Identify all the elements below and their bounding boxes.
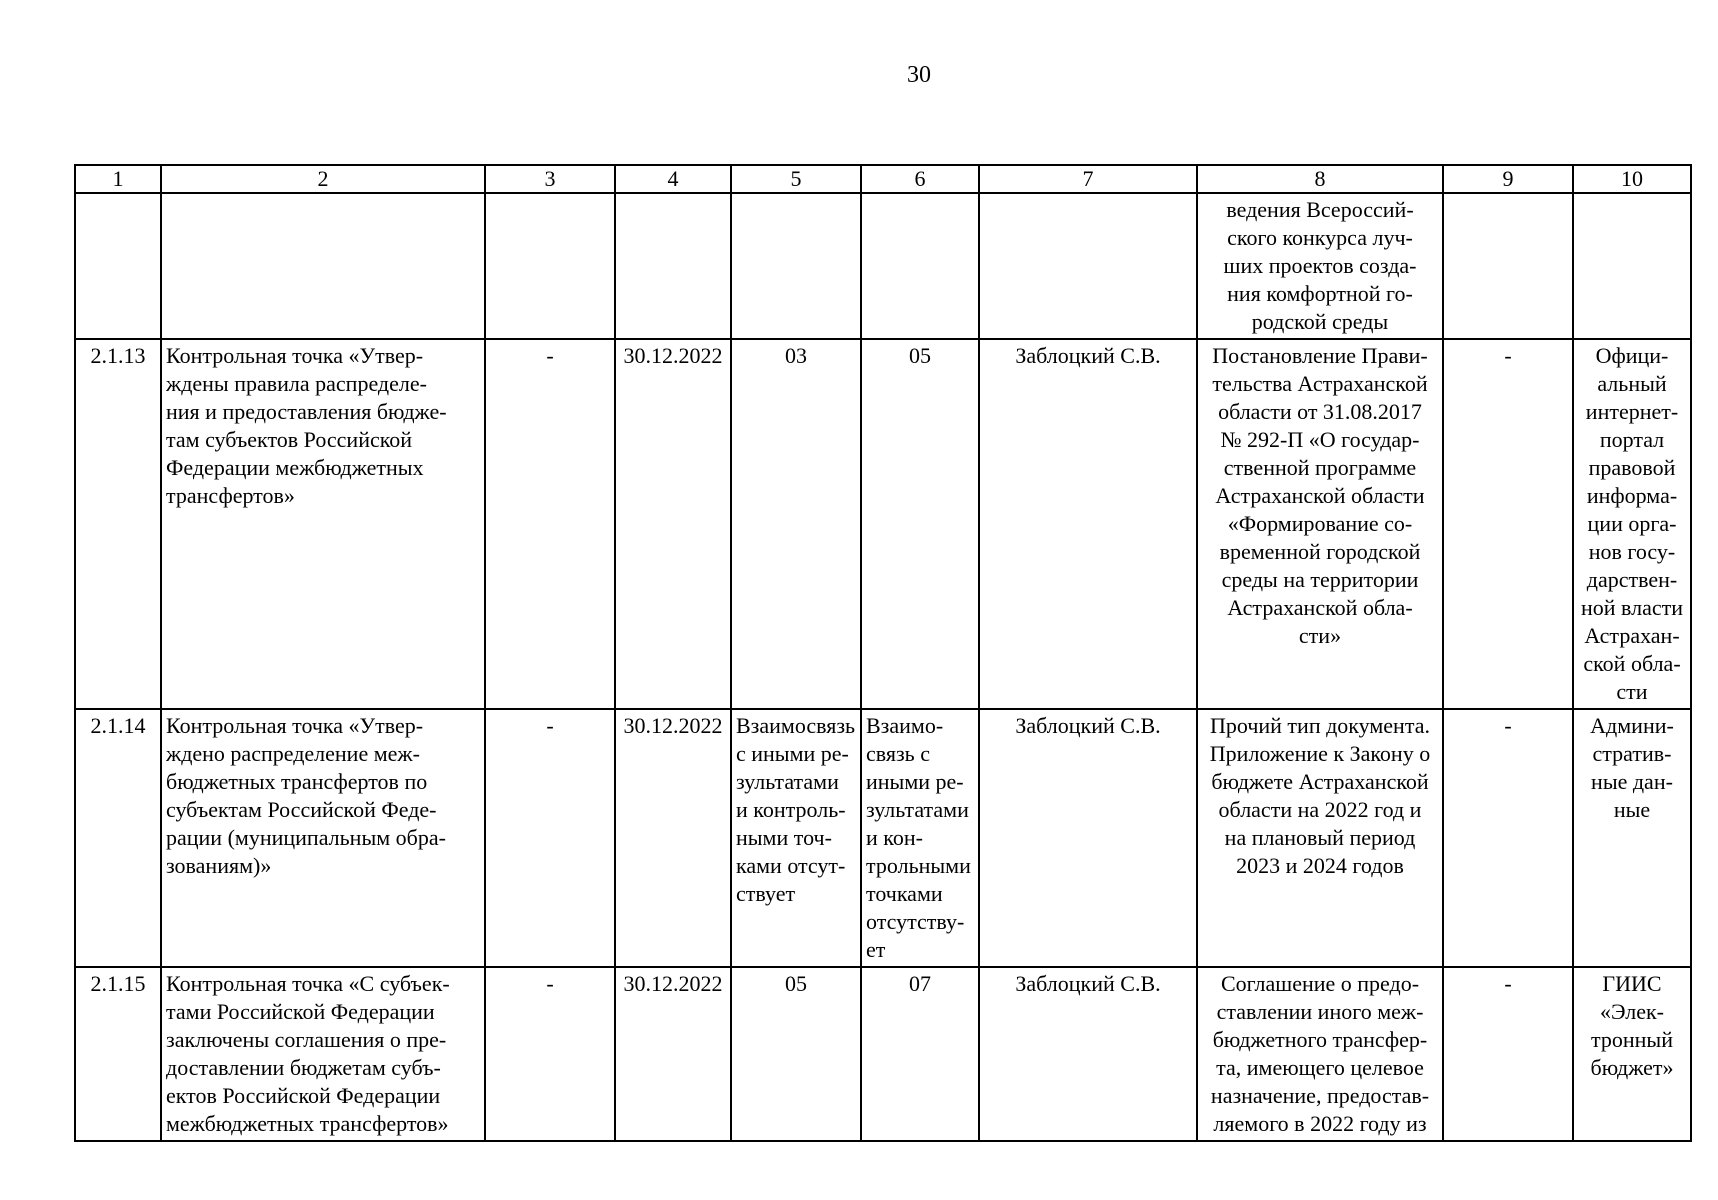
- col-header-5: 5: [731, 165, 861, 193]
- cell-name: Контрольная точка «Утвер- ждено распределение меж- бюджетных трансфертов по субъектам Российской Феде- рации (муниципальным обра- зованиям)»: [161, 709, 485, 967]
- cell-col9: -: [1443, 967, 1573, 1141]
- cell-source: Офици- альный интернет- портал правовой информа- ции орга- нов госу- дарствен- ной власти Астрахан- ской обла- сти: [1573, 339, 1691, 709]
- table-row: [75, 709, 1691, 967]
- cell-date: 30.12.2022: [615, 339, 731, 709]
- cell-responsible: Заблоцкий С.В.: [979, 709, 1197, 967]
- cell: [861, 193, 979, 339]
- col-header-7: 7: [979, 165, 1197, 193]
- cell: [161, 193, 485, 339]
- col-header-10: 10: [1573, 165, 1691, 193]
- col-header-2: 2: [161, 165, 485, 193]
- cell-col6: 05: [861, 339, 979, 709]
- col-header-6: 6: [861, 165, 979, 193]
- cell-document-continuation: ведения Всероссий- ского конкурса луч- ших проектов созда- ния комфортной го- родской среды: [1197, 193, 1443, 339]
- cell-col3: -: [485, 967, 615, 1141]
- col-header-3: 3: [485, 165, 615, 193]
- cell-date: 30.12.2022: [615, 967, 731, 1141]
- col-header-8: 8: [1197, 165, 1443, 193]
- cell-date: 30.12.2022: [615, 709, 731, 967]
- cell: [1573, 193, 1691, 339]
- cell-document: Соглашение о предо- ставлении иного меж- бюджетного трансфер- та, имеющего целевое назначение, предостав- ляемого в 2022 году из: [1197, 967, 1443, 1141]
- cell-number: 2.1.15: [75, 967, 161, 1141]
- data-table: [74, 164, 1692, 1142]
- col-header-1: 1: [75, 165, 161, 193]
- cell-responsible: Заблоцкий С.В.: [979, 339, 1197, 709]
- cell-name: Контрольная точка «Утвер- ждены правила распределе- ния и предоставления бюдже- там субъектов Российской Федерации межбюджетных трансфертов»: [161, 339, 485, 709]
- col-header-9: 9: [1443, 165, 1573, 193]
- cell-name: Контрольная точка «С субъек- тами Российской Федерации заключены соглашения о пре- доставлении бюджетам субъ- ектов Российской Федерации межбюджетных трансфертов»: [161, 967, 485, 1141]
- cell-col6: 07: [861, 967, 979, 1141]
- cell-col3: -: [485, 339, 615, 709]
- cell-source: ГИИС «Элек- тронный бюджет»: [1573, 967, 1691, 1141]
- col-header-4: 4: [615, 165, 731, 193]
- cell-col9: -: [1443, 709, 1573, 967]
- cell-col5: 03: [731, 339, 861, 709]
- cell-col6: Взаимо- связь с иными ре- зультатами и кон- трольными точками отсутству- ет: [861, 709, 979, 967]
- cell-col5: 05: [731, 967, 861, 1141]
- cell: [731, 193, 861, 339]
- cell-source: Админи- стратив- ные дан- ные: [1573, 709, 1691, 967]
- cell-document: Постановление Прави- тельства Астраханской области от 31.08.2017 № 292-П «О государ- ственной программе Астраханской области «Формирование со- временной городской среды на территории Астраханской обла- сти»: [1197, 339, 1443, 709]
- cell-col3: -: [485, 709, 615, 967]
- cell: [615, 193, 731, 339]
- cell-number: 2.1.13: [75, 339, 161, 709]
- table-row: [75, 339, 1691, 709]
- cell: [1443, 193, 1573, 339]
- cell-col9: -: [1443, 339, 1573, 709]
- header-row: [75, 165, 1691, 193]
- page-number: 30: [907, 62, 931, 88]
- cell-col5: Взаимосвязь с иными ре- зультатами и контроль- ными точ- ками отсут- ствует: [731, 709, 861, 967]
- table-row-continuation: [75, 193, 1691, 339]
- cell: [485, 193, 615, 339]
- cell: [979, 193, 1197, 339]
- cell-number: 2.1.14: [75, 709, 161, 967]
- cell-document: Прочий тип документа. Приложение к Закону о бюджете Астраханской области на 2022 год и на плановый период 2023 и 2024 годов: [1197, 709, 1443, 967]
- table-row: [75, 967, 1691, 1141]
- cell: [75, 193, 161, 339]
- cell-responsible: Заблоцкий С.В.: [979, 967, 1197, 1141]
